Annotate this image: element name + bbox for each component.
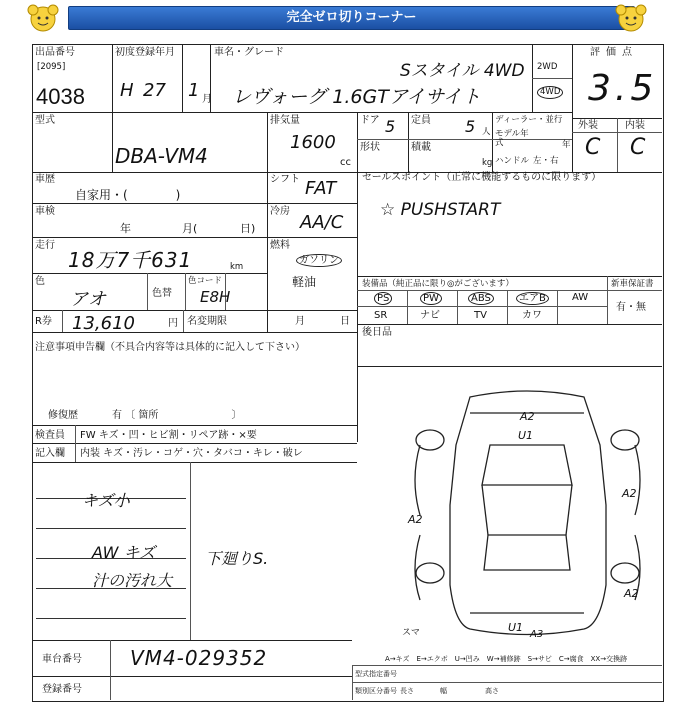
equip-aw: AW [572, 292, 589, 303]
equip-airbag: エアB [516, 292, 549, 305]
drive-4wd-circle [537, 86, 563, 99]
inspector-label: 検査員 [35, 430, 65, 441]
ac-label: 冷房 [270, 206, 290, 217]
mileage-unit: km [230, 262, 244, 272]
int-grade: C [630, 135, 646, 160]
model-year-unit: 年 [562, 140, 571, 150]
new-warranty-label: 新車保証書 [611, 279, 654, 289]
type-designation-label: 型式指定番号 [355, 670, 397, 678]
name-change-label: 名変期限 [187, 316, 227, 327]
equip-tv: TV [474, 310, 487, 321]
score-label: 評価点 [590, 47, 638, 58]
first-reg-month-unit: 月 [202, 94, 212, 105]
equip-pw: PW [420, 292, 442, 305]
mascot-right-icon [614, 3, 648, 33]
color-value: アオ [70, 289, 106, 310]
color-label: 色 [35, 276, 45, 287]
shift-value: FAT [305, 178, 337, 199]
page-title: 完全ゼロ切りコーナー [68, 6, 635, 30]
car-name: レヴォーグ 1.6GTアイサイト [232, 86, 481, 108]
first-reg-label: 初度登録年月 [115, 47, 175, 58]
fuel-diesel: 軽油 [292, 275, 317, 289]
equip-airbag-circle [516, 292, 549, 305]
lot-number: 4038 [36, 84, 85, 109]
equip-ps: PS [374, 292, 392, 305]
damage-mark-8: スマ [402, 628, 420, 638]
int-label: 内装 [625, 120, 645, 131]
height-label: 高さ [485, 687, 499, 695]
capacity-unit: 人 [482, 127, 491, 137]
model-value: DBA-VM4 [115, 144, 208, 168]
equip-leather: カワ [522, 310, 542, 321]
ac-value: AA/C [300, 212, 344, 233]
handle-value: 左・右 [533, 156, 559, 166]
first-reg-year: 27 [143, 80, 166, 101]
inspection-month: 月( [182, 222, 198, 235]
accessories-label: 後日品 [362, 327, 392, 338]
ext-grade: C [585, 135, 601, 160]
doors-value: 5 [385, 117, 396, 136]
displacement-value: 1600 [290, 132, 336, 153]
usage-value: 自家用・( ) [75, 188, 181, 202]
fuel-gas-circle [296, 254, 342, 267]
car-diagram [400, 385, 655, 640]
score-value: 3.5 [588, 68, 658, 109]
color-replaced-label: 色替 [152, 288, 172, 299]
recycle-unit: 円 [168, 318, 178, 329]
car-grade: Sスタイル 4WD [400, 61, 525, 81]
registration-label: 登録番号 [42, 684, 82, 695]
legend: A→キズ E→エクボ U→凹み W→補修跡 S→サビ C→腐食 XX→交換跡 [385, 655, 628, 663]
note-2: AW キズ [92, 543, 156, 562]
equip-pw-circle [420, 292, 442, 305]
equip-abs: ABS [468, 292, 494, 305]
damage-mark-1: A2 [520, 410, 535, 423]
repair-label: 修復歴 [48, 410, 78, 421]
sales-point-label: セールスポイント（正常に機能するものに限ります） [362, 172, 602, 183]
ext-label: 外装 [578, 120, 598, 131]
width-label: 幅 [440, 687, 447, 695]
damage-mark-6: U1 [508, 621, 524, 634]
entry-options: 内装 キズ・汚レ・コゲ・穴・タバコ・キレ・破レ [80, 448, 303, 459]
lot-sub: [2095] [37, 62, 66, 72]
first-reg-era: H [120, 80, 134, 101]
equip-sr: SR [374, 310, 388, 321]
chassis-value: VM4-029352 [130, 646, 268, 670]
inspection-label: 車検 [35, 206, 55, 217]
color-code-label: 色コード [188, 276, 223, 286]
fuel-label: 燃料 [270, 240, 290, 251]
dealer-label: ディーラー・並行 [495, 115, 563, 125]
displacement-label: 排気量 [270, 115, 300, 126]
mileage-label: 走行 [35, 240, 55, 251]
equipment-label: 装備品（純正品に限り◎がございます） [362, 279, 514, 289]
load-unit: kg [482, 158, 493, 168]
color-code: E8H [200, 288, 231, 306]
displacement-unit: cc [340, 157, 351, 168]
notes-label: 注意事項申告欄（不具合内容等は具体的に記入して下さい） [35, 342, 305, 353]
handle-label: ハンドル [495, 156, 530, 166]
model-year-label: モデル年式 [495, 129, 529, 148]
damage-mark-5: A2 [624, 587, 639, 600]
name-change-month: 月 [295, 316, 305, 327]
damage-mark-7: A3 [530, 629, 544, 640]
damage-mark-3: A2 [622, 487, 637, 500]
load-label: 積載 [411, 142, 431, 153]
chassis-label: 車台番号 [42, 654, 82, 665]
inspector-options: FW キズ・凹・ヒビ割・リペア跡・×要 [80, 430, 257, 441]
inspection-year: 年 [120, 222, 131, 235]
car-name-label: 車名・グレード [214, 47, 284, 58]
model-label: 型式 [35, 115, 55, 126]
damage-mark-2: U1 [518, 429, 534, 442]
capacity-value: 5 [465, 117, 476, 136]
recycle-label: R券 [35, 316, 52, 327]
doors-label: ドア [360, 115, 380, 126]
note-3: 汁の汚れ大 [92, 571, 173, 590]
fuel-gas: ガソリン [296, 254, 342, 267]
first-reg-month: 1 [188, 80, 200, 101]
equip-ps-circle [374, 292, 392, 305]
shape-label: 形状 [360, 142, 380, 153]
inspection-day: 日) [240, 222, 256, 235]
capacity-label: 定員 [411, 115, 431, 126]
note-1: キズ小 [82, 491, 130, 510]
shift-label: シフト [270, 174, 300, 185]
length-label: 長さ [400, 687, 414, 695]
repair-value: 有 〔 箇所 〕 [112, 410, 242, 421]
entry-label: 記入欄 [35, 448, 65, 459]
recycle-value: 13,610 [72, 313, 135, 334]
drive-2wd: 2WD [537, 62, 558, 72]
equip-abs-circle [468, 292, 494, 305]
mascot-left-icon [26, 3, 60, 33]
equip-navi: ナビ [420, 310, 440, 321]
category-label: 類別区分番号 [355, 687, 397, 695]
note-4: 下廻りS. [205, 549, 269, 568]
damage-mark-4: A2 [408, 513, 423, 526]
mileage-value: 18万7千631 [68, 248, 193, 272]
name-change-day: 日 [340, 316, 350, 327]
new-warranty-value: 有・無 [616, 302, 646, 313]
sales-point-value: ☆ PUSHSTART [380, 200, 501, 220]
usage-label: 車歴 [35, 174, 55, 185]
lot-label: 出品番号 [35, 47, 75, 58]
drive-4wd: 4WD [537, 86, 563, 99]
